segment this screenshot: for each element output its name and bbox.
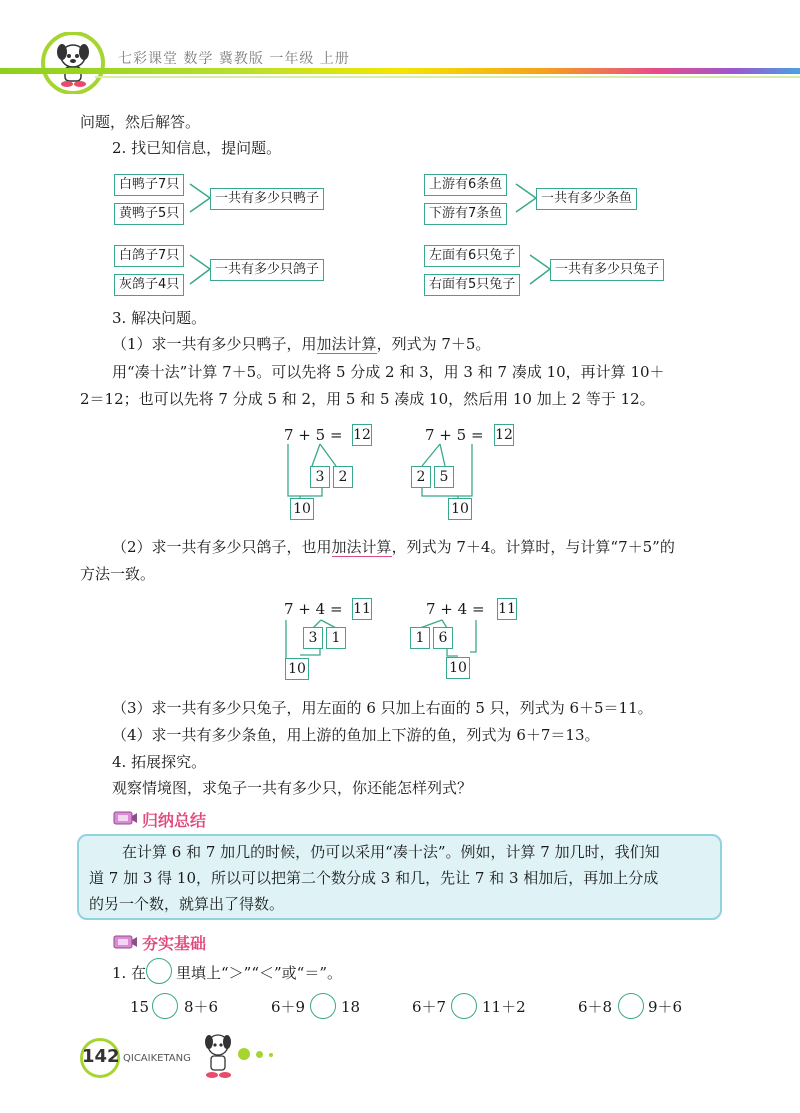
info-box: 灰鸽子4只	[114, 274, 184, 296]
question-box: 一共有多少只兔子	[550, 259, 664, 281]
info-box: 黄鸭子5只	[114, 203, 184, 225]
compare-right: 18	[341, 998, 361, 1016]
equation: 7 + 4 =	[284, 600, 343, 618]
question-1-formula: ，列式为 7＋5。	[376, 335, 491, 353]
question-2	[112, 537, 675, 557]
summary-line: 在计算 6 和 7 加几的时候，仍可以采用“凑十法”。例如，计算 7 加几时，我们知	[122, 843, 660, 861]
summary-line: 道 7 加 3 得 10，所以可以把第二个数分成 3 和几，先让 7 和 3 相加后，再加上分成	[89, 869, 659, 887]
explore-question: 观察情境图，求兔子一共有多少只，你还能怎样列式？	[112, 779, 473, 797]
split-box: 5	[434, 466, 454, 488]
question-2-text: （2）求一共有多少只鸽子，也用	[112, 538, 332, 556]
footer-dot-small	[269, 1053, 273, 1057]
question-2-line2: 方法一致。	[80, 565, 156, 583]
compare-left: 6＋9	[271, 998, 306, 1016]
answer-box: 12	[352, 424, 372, 446]
equation: 7 + 5 =	[425, 426, 484, 444]
question-4: （4）求一共有多少条鱼，用上游的鱼加上下游的鱼，列式为 6＋7＝13。	[112, 726, 600, 744]
question-1-text: （1）求一共有多少只鸭子，用	[112, 335, 317, 353]
page-number: 142	[82, 1046, 120, 1067]
compare-right: 11＋2	[482, 998, 526, 1016]
split-box: 1	[410, 627, 430, 649]
split-box: 3	[303, 627, 323, 649]
couhi-explain-line2: 2＝12；也可以先将 7 分成 5 和 2，用 5 和 5 凑成 10，然后用 10 加上 2 等于 12。	[80, 390, 655, 408]
info-box: 白鸽子7只	[114, 245, 184, 267]
info-box: 白鸭子7只	[114, 174, 184, 196]
section-3-heading: 3. 解决问题。	[112, 309, 207, 327]
summary-icon	[112, 808, 138, 828]
question-box: 一共有多少只鸽子	[210, 259, 324, 281]
info-box: 下游有7条鱼	[424, 203, 507, 225]
footer-brand: QICAIKETANG	[123, 1053, 191, 1064]
compare-left: 6＋8	[578, 998, 613, 1016]
basics-icon	[112, 932, 138, 952]
answer-box: 11	[497, 598, 517, 620]
info-box: 上游有6条鱼	[424, 174, 507, 196]
question-box: 一共有多少只鸭子	[210, 188, 324, 210]
section-2-heading: 2. 找已知信息，提问题。	[112, 139, 282, 157]
compare-right: 8＋6	[184, 998, 219, 1016]
exercise-1-prefix: 1. 在	[112, 964, 147, 982]
split-box: 3	[310, 466, 330, 488]
blank-circle	[146, 958, 172, 984]
compare-answer-circle[interactable]	[618, 993, 644, 1019]
split-box: 6	[433, 627, 453, 649]
section-4-heading: 4. 拓展探究。	[112, 753, 207, 771]
compare-left: 15	[130, 998, 150, 1016]
split-box: 1	[326, 627, 346, 649]
ten-box: 10	[290, 498, 314, 520]
question-box: 一共有多少条鱼	[536, 188, 637, 210]
couhi-explain-line1: 用“凑十法”计算 7＋5。可以先将 5 分成 2 和 3，用 3 和 7 凑成 10，再计算 10＋	[112, 363, 665, 381]
ten-box: 10	[285, 658, 309, 680]
compare-answer-circle[interactable]	[451, 993, 477, 1019]
info-box: 右面有5只兔子	[424, 274, 520, 296]
exercise-1-instruction: 里填上“＞”“＜”或“＝”。	[176, 964, 343, 982]
compare-answer-circle[interactable]	[310, 993, 336, 1019]
compare-right: 9＋6	[648, 998, 683, 1016]
info-box: 左面有6只兔子	[424, 245, 520, 267]
header-title: 七彩课堂 数学 冀教版 一年级 上册	[118, 51, 350, 67]
highlight-addition: 加法计算	[331, 538, 392, 556]
question-2-formula: ，列式为 7＋4。计算时，与计算“7＋5”的	[391, 538, 675, 556]
summary-title: 归纳总结	[142, 811, 207, 830]
paragraph-intro: 问题，然后解答。	[80, 113, 201, 131]
footer-dot-medium	[256, 1051, 263, 1058]
highlight-addition: 加法计算	[316, 335, 377, 353]
footer-dot-large	[238, 1048, 250, 1060]
split-box: 2	[333, 466, 353, 488]
ten-box: 10	[448, 498, 472, 520]
split-box: 2	[411, 466, 431, 488]
compare-left: 6＋7	[412, 998, 447, 1016]
compare-answer-circle[interactable]	[152, 993, 178, 1019]
answer-box: 12	[494, 424, 514, 446]
basics-title: 夯实基础	[142, 934, 207, 953]
ten-box: 10	[446, 657, 470, 679]
answer-box: 11	[352, 598, 372, 620]
question-3: （3）求一共有多少只兔子，用左面的 6 只加上右面的 5 只，列式为 6＋5＝11。	[112, 699, 653, 717]
equation: 7 + 5 =	[284, 426, 343, 444]
footer-mascot	[196, 1030, 240, 1082]
equation: 7 + 4 =	[426, 600, 485, 618]
summary-line: 的另一个数，就算出了得数。	[89, 895, 285, 913]
